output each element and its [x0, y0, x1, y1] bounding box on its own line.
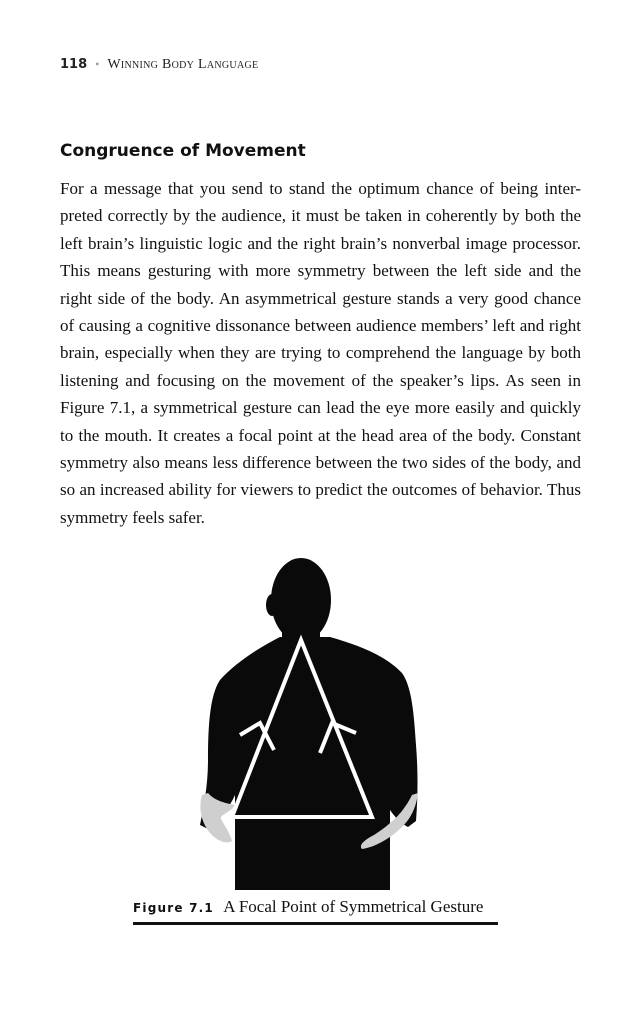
- body-line: preted correctly by the audience, it must be taken in coherently by both the: [60, 206, 581, 226]
- body-line: so an increased ability for viewers to predict the outcomes of behavior. Thus: [60, 480, 581, 500]
- body-line: brain, especially when they are trying to comprehend the language by both: [60, 343, 581, 363]
- body-line: Figure 7.1, a symmetrical gesture can lead the eye more easily and quickly: [60, 398, 581, 418]
- running-head: [60, 57, 258, 73]
- caption-rule: [133, 922, 498, 925]
- book-title: Winning Body Language: [107, 57, 259, 72]
- body-line: This means gesturing with more symmetry between the left side and the: [60, 261, 581, 281]
- silhouette-illustration: [180, 555, 440, 890]
- body-line: to the mouth. It creates a focal point at the head area of the body. Constant: [60, 425, 581, 445]
- body-line: For a message that you send to stand the optimum chance of being inter-: [60, 179, 581, 198]
- body-line: symmetry also means less difference between the two sides of the body, and: [60, 453, 581, 473]
- page-number: 118: [60, 57, 88, 72]
- body-line: symmetry feels safer.: [60, 507, 205, 527]
- body-line: listening and focusing on the movement of the speaker’s lips. As seen in: [60, 370, 581, 390]
- body-line: left brain’s linguistic logic and the right brain’s nonverbal image processor.: [60, 233, 581, 253]
- body-line: right side of the body. An asymmetrical gesture stands a very good chance: [60, 288, 581, 308]
- section-heading: Congruence of Movement: [60, 141, 306, 161]
- header-separator: •: [95, 57, 100, 71]
- silhouette-ear: [266, 594, 278, 616]
- body-line: of causing a cognitive dissonance between audience members’ left and right: [60, 316, 581, 336]
- figure-caption: [133, 897, 498, 917]
- silhouette-torso: [200, 637, 418, 890]
- figure-caption-text: A Focal Point of Symmetrical Gesture: [223, 897, 484, 916]
- figure-label: Figure 7.1: [133, 901, 214, 915]
- body-paragraph: [60, 175, 581, 531]
- figure-silhouette-gesture: [180, 555, 440, 890]
